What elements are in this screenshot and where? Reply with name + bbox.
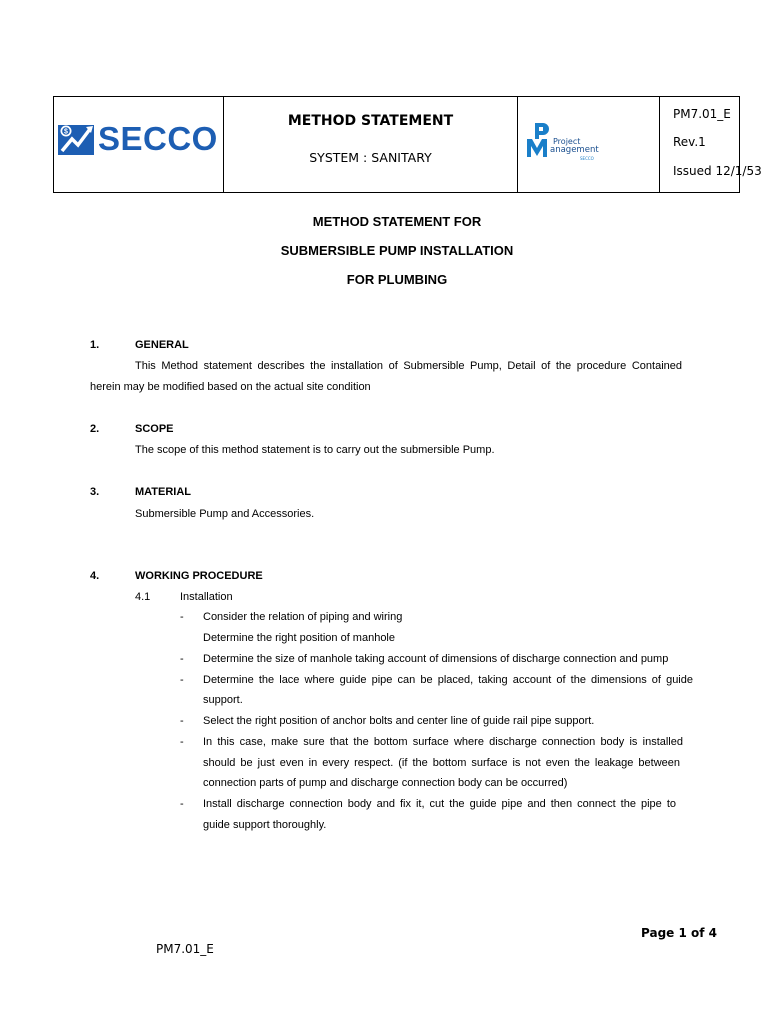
svg-text:$: $ bbox=[64, 128, 68, 136]
section-4-heading: WORKING PROCEDURE bbox=[135, 570, 263, 582]
section-3-heading: MATERIAL bbox=[135, 486, 192, 498]
bullet-dash: - bbox=[180, 611, 184, 623]
bullet-dash: - bbox=[180, 653, 184, 665]
pm-logo-cell bbox=[518, 97, 660, 192]
doc-title-line1: METHOD STATEMENT FOR bbox=[312, 214, 482, 229]
pm-logo-line2: anagement bbox=[550, 145, 599, 155]
revision-cell bbox=[660, 97, 762, 192]
section-2-heading: SCOPE bbox=[135, 423, 174, 435]
title-cell bbox=[224, 97, 518, 192]
procedure-line-2: Determine the right position of manhole bbox=[203, 632, 395, 644]
doc-title-line3: FOR PLUMBING bbox=[346, 272, 448, 287]
section-1-text-line2: herein may be modified based on the actual site condition bbox=[90, 381, 371, 393]
secco-logo bbox=[58, 121, 220, 157]
company-logo-cell bbox=[54, 97, 224, 192]
procedure-line-1: Consider the relation of piping and wiring bbox=[203, 611, 403, 623]
doc-code: PM7.01_E bbox=[673, 107, 731, 121]
section-2-text: The scope of this method statement is to carry out the submersible Pump. bbox=[135, 444, 495, 456]
section-1-number: 1. bbox=[90, 339, 100, 351]
pm-logo-line1: Project bbox=[553, 137, 581, 146]
procedure-line-11: guide support thoroughly. bbox=[203, 819, 327, 831]
procedure-line-9: connection parts of pump and discharge connection body can be occurred) bbox=[203, 777, 568, 789]
procedure-line-3: Determine the size of manhole taking account of dimensions of discharge connection and pump bbox=[203, 653, 669, 665]
secco-emblem-icon bbox=[58, 121, 96, 157]
subsection-4-1-heading: Installation bbox=[180, 591, 233, 603]
revision: Rev.1 bbox=[673, 135, 706, 149]
method-statement-title: METHOD STATEMENT bbox=[287, 113, 454, 129]
issued-date: Issued 12/1/53 bbox=[673, 164, 762, 178]
section-4-number: 4. bbox=[90, 570, 100, 582]
page-number: Page 1 of 4 bbox=[641, 926, 717, 940]
project-management-emblem-icon bbox=[526, 121, 556, 161]
bullet-dash: - bbox=[180, 736, 184, 748]
procedure-line-6: Select the right position of anchor bolts and center line of guide rail pipe support. bbox=[203, 715, 595, 727]
procedure-line-8: should be just even in every respect. (if the bottom surface is not even the leakage between bbox=[203, 757, 680, 769]
section-2-number: 2. bbox=[90, 423, 100, 435]
secco-logo-text: SECCO bbox=[98, 120, 218, 157]
subsection-4-1-number: 4.1 bbox=[135, 591, 151, 603]
document-header-table bbox=[53, 96, 762, 193]
procedure-line-10: Install discharge connection body and fix it, cut the guide pipe and then connect the pipe to bbox=[203, 798, 676, 810]
project-management-logo bbox=[526, 121, 604, 161]
procedure-line-4: Determine the lace where guide pipe can be placed, taking account of the dimensions of guide bbox=[203, 674, 693, 686]
section-3-text: Submersible Pump and Accessories. bbox=[135, 508, 315, 520]
footer-doc-code: PM7.01_E bbox=[156, 942, 214, 956]
doc-title-line2: SUBMERSIBLE PUMP INSTALLATION bbox=[280, 243, 514, 258]
procedure-line-5: support. bbox=[203, 694, 243, 706]
section-3-number: 3. bbox=[90, 486, 100, 498]
system-label: SYSTEM : SANITARY bbox=[309, 150, 432, 165]
section-1-heading: GENERAL bbox=[135, 339, 189, 351]
bullet-dash: - bbox=[180, 715, 184, 727]
procedure-line-7: In this case, make sure that the bottom surface where discharge connection body is installed bbox=[203, 736, 683, 748]
pm-logo-sub: SECCO bbox=[580, 156, 594, 161]
bullet-dash: - bbox=[180, 798, 184, 810]
section-1-text-line1: This Method statement describes the installation of Submersible Pump, Detail of the procedure Contained bbox=[135, 360, 682, 372]
bullet-dash: - bbox=[180, 674, 184, 686]
